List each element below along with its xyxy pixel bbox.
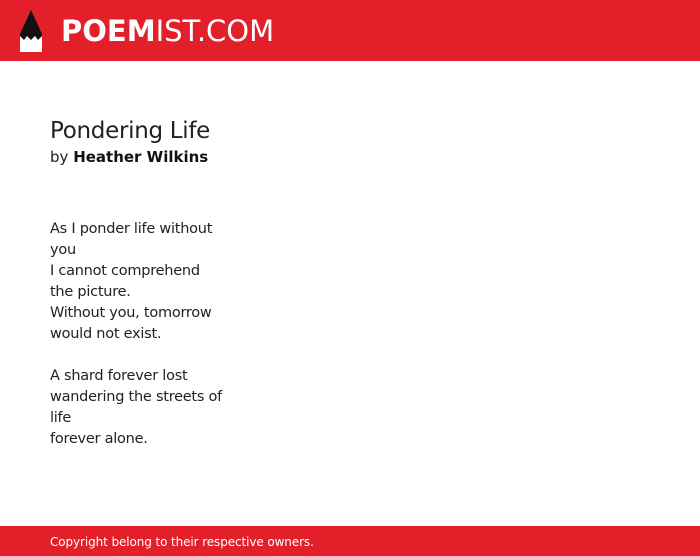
- poem-line: wandering the streets of life: [50, 389, 223, 426]
- logo-light-text: IST.COM: [155, 13, 275, 48]
- poem-stanza-2: [50, 366, 225, 450]
- poem-stanza-1: [50, 219, 225, 345]
- pencil-tip-icon: [18, 10, 44, 52]
- site-logo-link[interactable]: [18, 9, 274, 53]
- poem-line: A shard forever lost: [50, 368, 188, 384]
- site-header: [0, 0, 700, 61]
- poem-line: I cannot comprehend the picture.: [50, 263, 200, 300]
- site-footer: [0, 526, 700, 556]
- poem-byline: [50, 148, 310, 166]
- poem-line: As I ponder life without you: [50, 221, 213, 258]
- copyright-text: Copyright belong to their respective owners.: [50, 535, 314, 549]
- site-logo-text: [61, 13, 275, 48]
- byline-prefix: by: [50, 148, 69, 166]
- poem-body: [50, 219, 225, 471]
- author-link[interactable]: Heather Wilkins: [73, 148, 209, 166]
- logo-strong-text: POEM: [61, 13, 156, 48]
- poem-line: Without you, tomorrow would not exist.: [50, 305, 212, 342]
- poem-title: Pondering Life: [50, 118, 211, 144]
- poem-line: forever alone.: [50, 431, 148, 447]
- poem-header: [50, 117, 310, 166]
